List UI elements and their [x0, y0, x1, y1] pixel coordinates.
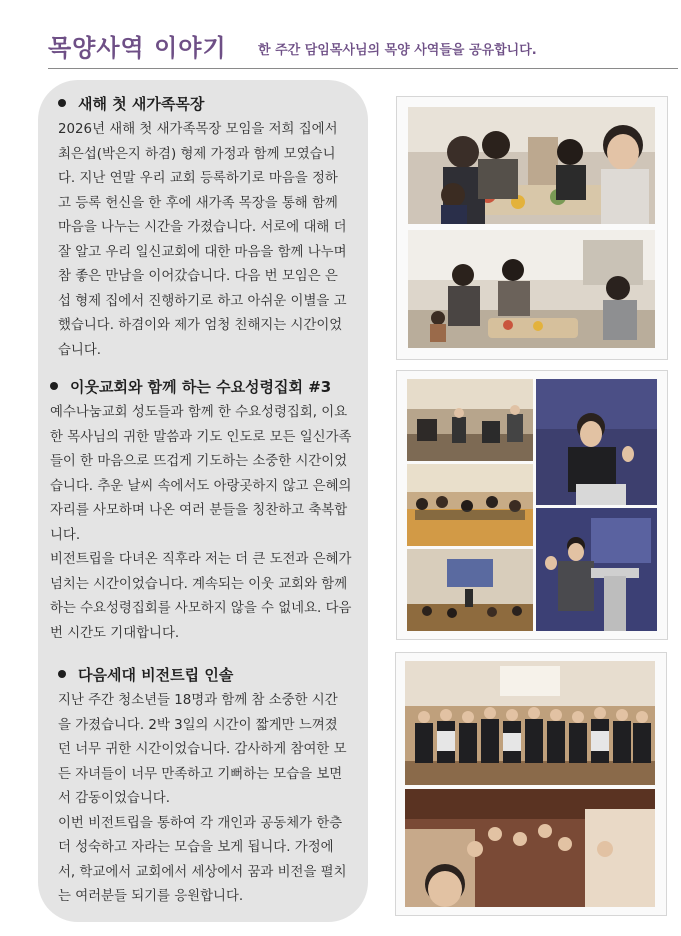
preacher-podium-photo: [536, 508, 657, 631]
preacher-closeup-photo: [536, 379, 657, 505]
photo-frame-home-meeting: [396, 96, 668, 360]
section-body: [50, 401, 352, 646]
paragraph: 예수나눔교회 성도들과 함께 한 수요성령집회, 이요한 목사님의 귀한 말씀과 기도 인도로 모든 일신가족들이 한 마음으로 뜨겁게 기도하는 소중한 시간이었습니다. 추운 날씨 속에서도 아랑곳하지 않고 은혜의 자리를 사모하며 나온 여러 분들을 칭찬하고 축복합니다.: [50, 405, 352, 543]
page-title: 목양사역 이야기: [48, 34, 227, 62]
section-title: 이웃교회와 함께 하는 수요성령집회 #3: [50, 375, 352, 397]
section-wednesday-service: [50, 375, 352, 646]
section-body: [58, 689, 350, 910]
paragraph: 지난 주간 청소년들 18명과 함께 참 소중한 시간을 가졌습니다. 2박 3일의 시간이 짧게만 느껴졌던 너무 귀한 시간이었습니다. 감사하게 참여한 모든 자녀들이 너무 만족하고 기뻐하는 모습을 보면서 감동이었습니다.: [58, 693, 347, 806]
bullet-icon: [58, 670, 66, 678]
group-photo: [405, 661, 655, 785]
family-selfie-photo: [408, 107, 655, 224]
photo-frame-vision-trip: [395, 652, 667, 916]
band-stage-photo: [407, 379, 533, 461]
bullet-icon: [50, 382, 58, 390]
section-body: [58, 118, 350, 363]
worship-screen-photo: [407, 549, 533, 631]
section-new-family-meeting: [58, 92, 350, 363]
bullet-icon: [58, 99, 66, 107]
section-title: 새해 첫 새가족목장: [58, 92, 350, 114]
photo-frame-wednesday-service: [396, 370, 668, 640]
section-title: 다음세대 비전트립 인솔: [58, 663, 350, 685]
paragraph: 비전트립을 다녀온 직후라 저는 더 큰 도전과 은혜가 넘치는 시간이었습니다. 계속되는 이웃 교회와 함께 하는 수요성령집회를 사모하지 않을 수 없네요. 다음 번 시간도 기대합니다.: [50, 552, 352, 641]
living-room-gathering-photo: [408, 230, 655, 348]
page-subtitle: 한 주간 담임목사님의 목양 사역들을 공유합니다.: [258, 43, 537, 58]
section-vision-trip: [58, 663, 350, 910]
page-header: [48, 28, 678, 68]
paragraph: 이번 비전트립을 통하여 각 개인과 공동체가 한층 더 성숙하고 자라는 모습을 보게 됩니다. 가정에서, 학교에서 교회에서 세상에서 꿈과 비전을 펼치는 여러분들 되기를 응원합니다.: [58, 815, 347, 904]
paragraph: 2026년 새해 첫 새가족목장 모임을 저희 집에서 최은섭(박은지 하겸) 형제 가정과 함께 모였습니다. 지난 연말 우리 교회 등록하기로 마음을 정하고 등록 헌신을 한 후에 새가족 목장을 통해 함께 마음을 나누는 시간을 가졌습니다. 서로에 대해 더 잘 알고 우리 일신교회에 대한 마음을 함께 나누며 참 좋은 만남을 이어갔습니다. 다음 번 모임은 은섭 형제 집에서 진행하기로 하고 아쉬운 이별을 고했습니다. 하겸이와 제가 엄청 친해지는 시간이었습니다.: [58, 122, 347, 358]
header-divider: [48, 68, 678, 69]
bus-selfie-photo: [405, 789, 655, 907]
congregation-photo: [407, 464, 533, 546]
